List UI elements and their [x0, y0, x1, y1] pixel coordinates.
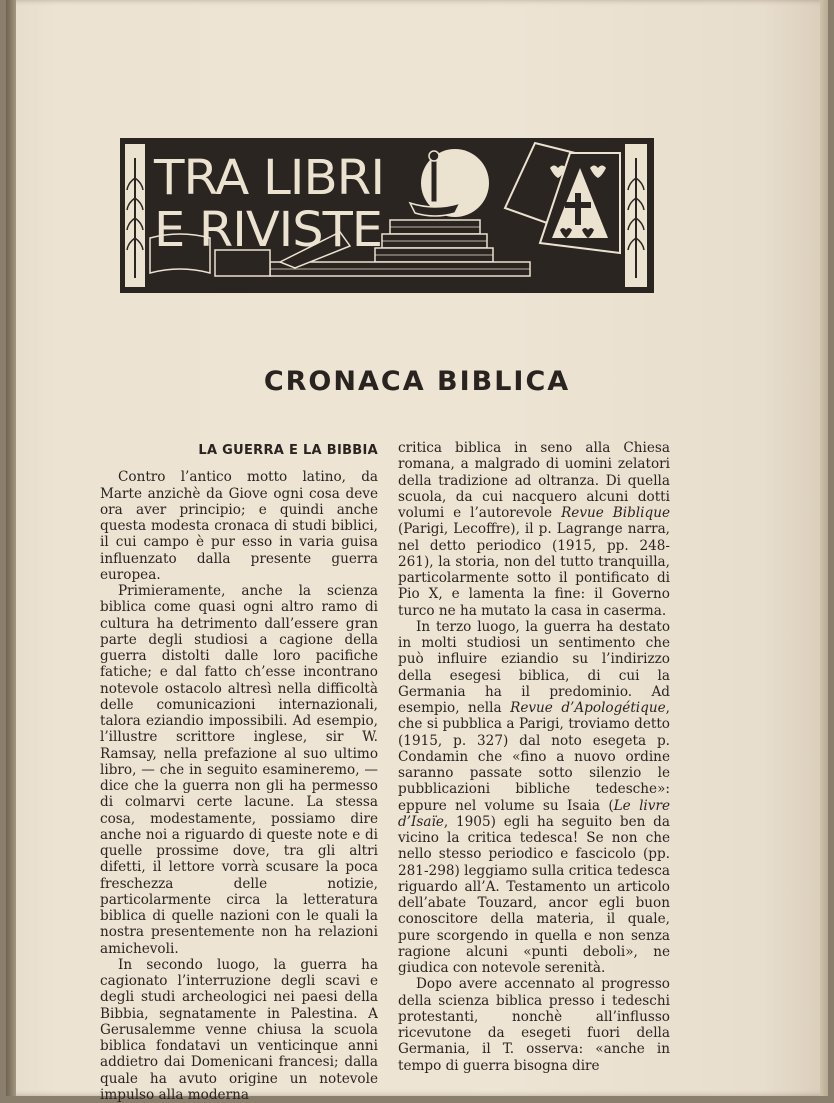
page-title: CRONACA BIBLICA — [263, 366, 571, 397]
book-spine — [6, 0, 16, 1096]
left-column — [100, 443, 378, 1103]
paragraph: Primieramente, anche la scienza biblica come quasi ogni altro ramo di cultura ha detrimento dall’essere gran parte degli studiosi a cagione della guerra distolti dalle loro pacifiche fatiche; e dal fatto ch’esse incontrano notevole ostacolo altresì nella difficoltà delle comunicazioni internazionali, talora eziandio impossibili. Ad esempio, l’illustre scrittore inglese, sir W. Ramsay, nella prefazione al suo ultimo libro, — che in seguito esamineremo, — dice che la guerra non gli ha permesso di colmarvi certe lacune. La stessa cosa, modestamente, possiamo dire anche noi a riguardo di queste note e di quelle prossime dove, tra gli altri difetti, il lettore vorrà scusare la poca freschezza delle notizie, particolarmente circa la letteratura biblica di quelle nazioni con le quali la nostra presentemente non ha relazioni amichevoli. — [100, 583, 378, 957]
paragraph: In secondo luogo, la guerra ha cagionato l’interruzione degli scavi e degli studi archeologici nei paesi della Bibbia, segnatamente in Palestina. A Gerusalemme venne chiusa la scuola biblica fondatavi un venticinque anni addietro dai Domenicani francesi; dalla quale ha avuto origine un notevole impulso alla moderna — [100, 956, 378, 1103]
paragraph: In terzo luogo, la guerra ha destato in molti studiosi un sentimento che può influire eziandio su l’indirizzo della esegesi biblica, di cui la Germania ha il predominio. Ad esempio, nella Revue d’Apologétique, che si pubblica a Parigi, troviamo detto (1915, p. 327) dal noto esegeta p. Condamin che «fino a nuovo ordine saranno passate sotto silenzio le pubblicazioni bibliche tedesche»: eppure nel volume su Isaia (Le livre d’Isaïe, 1905) egli ha seguito ben da vicino la critica tedesca! Se non che nello stesso periodico e fascicolo (pp. 281-298) leggiamo sulla critica tedesca riguardo all’A. Testamento un articolo dell’abate Touzard, ancor egli buon conoscitore della materia, il quale, pure scorgendo in quella e non senza ragione alcuni «punti deboli», ne giudica con notevole serenità. — [398, 618, 670, 976]
header-woodcut — [120, 138, 654, 293]
header-line2: E RIVISTE — [154, 202, 382, 258]
right-column — [398, 440, 670, 1074]
paragraph: Dopo avere accennato al progresso della scienza biblica presso i tedeschi protestanti, nonchè all’influsso ricevutone da esegeti fuori della Germania, il T. osserva: «anche in tempo di guerra bisogna dire — [398, 976, 670, 1074]
page-edge — [820, 0, 828, 1096]
paragraph: Contro l’antico motto latino, da Marte anzichè da Giove ogni cosa deve ora aver principio; e quindi anche questa modesta cronaca di studi biblici, il cui campo è pur esso in varia guisa influenzato dalla presente guerra europea. — [100, 469, 378, 583]
header-line1: TRA LIBRI — [152, 150, 384, 206]
section-heading: LA GUERRA E LA BIBBIA — [198, 443, 378, 458]
paragraph: critica biblica in seno alla Chiesa romana, a malgrado di uomini zelatori della tradizione ad oltranza. Di quella scuola, da cui nacquero alcuni dotti volumi e l’autorevole Revue Biblique (Parigi, Lecoffre), il p. Lagrange narra, nel detto periodico (1915, pp. 248-261), la storia, non del tutto tranquilla, particolarmente sotto il pontificato di Pio X, e lamenta la fine: il Governo turco ne ha mutato la casa in caserma. — [398, 440, 670, 619]
